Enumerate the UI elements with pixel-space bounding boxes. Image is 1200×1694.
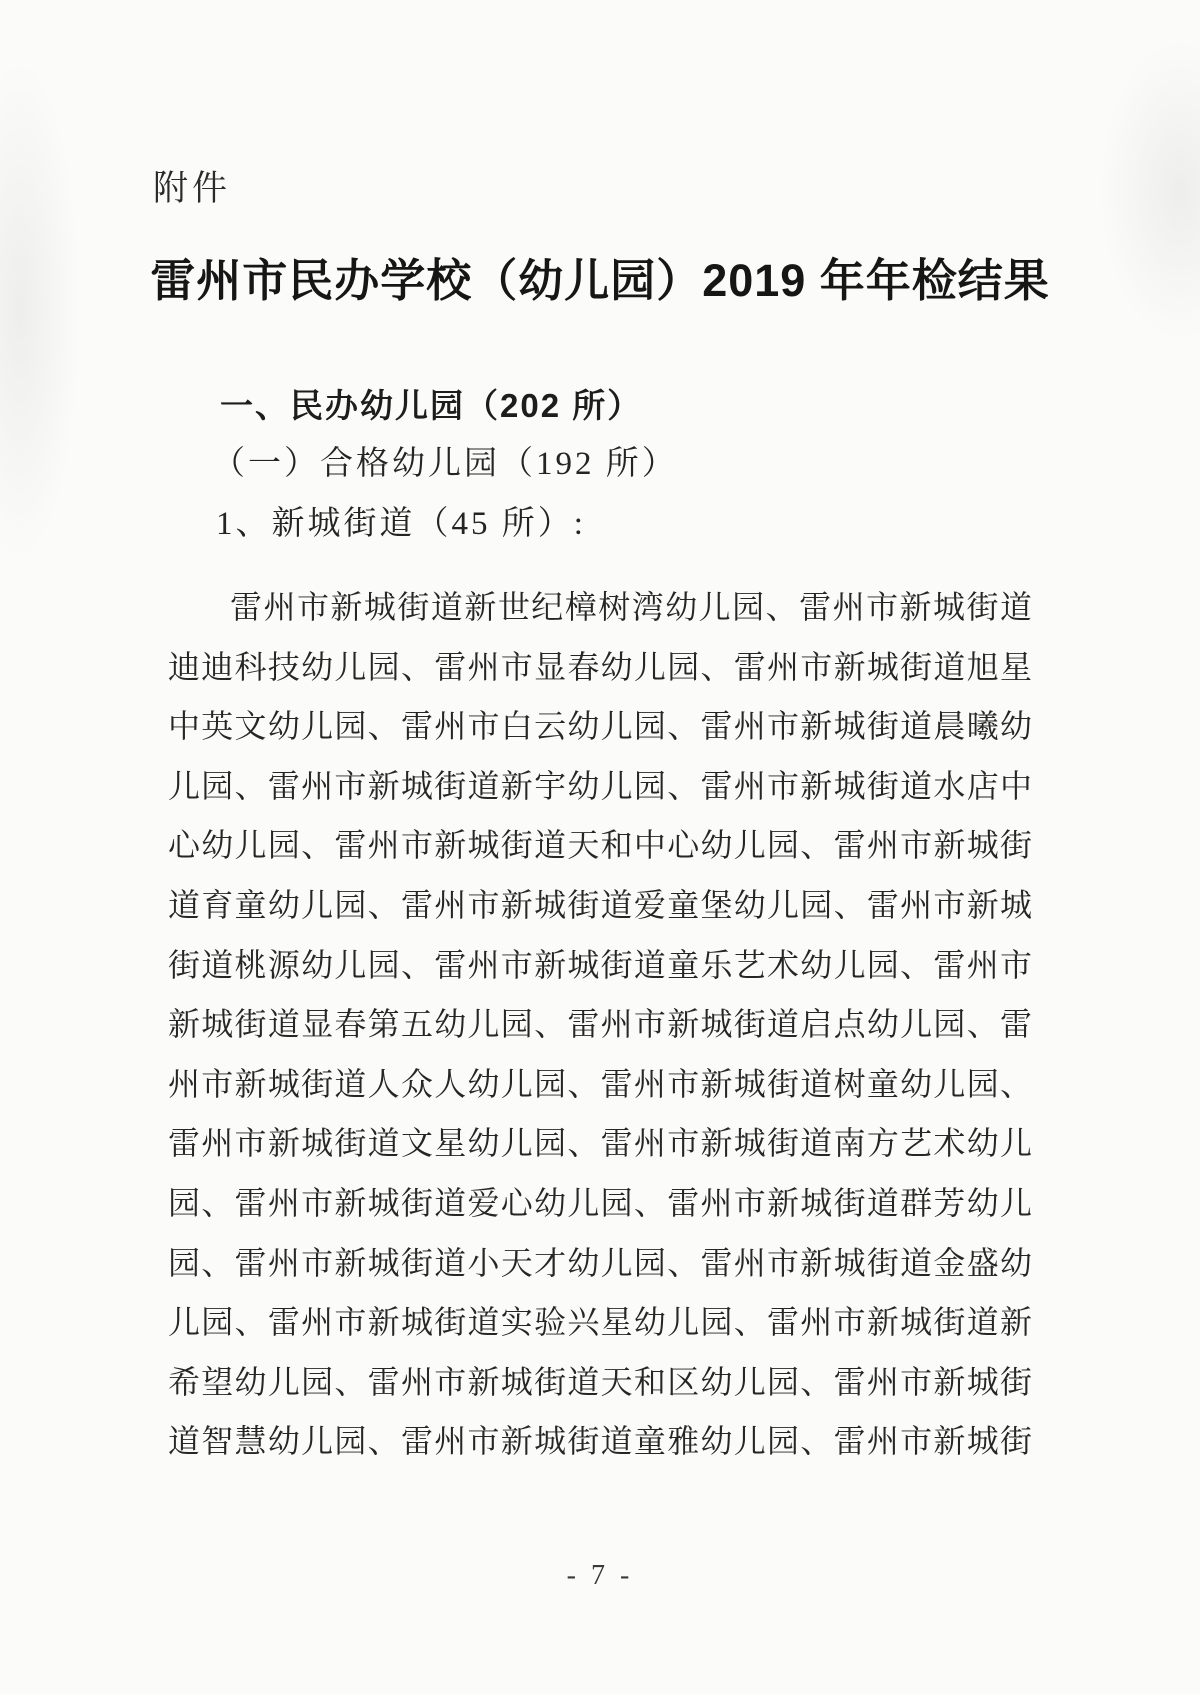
body-line: 道育童幼儿园、雷州市新城街道爱童堡幼儿园、雷州市新城	[168, 886, 1032, 923]
body-line: 雷州市新城街道文星幼儿园、雷州市新城街道南方艺术幼儿	[168, 1125, 1032, 1162]
body-line: 中英文幼儿园、雷州市白云幼儿园、雷州市新城街道晨曦幼	[168, 708, 1032, 745]
section-heading: 一、民办幼儿园（202 所）	[220, 387, 643, 424]
body-line: 新城街道显春第五幼儿园、雷州市新城街道启点幼儿园、雷	[168, 1006, 1032, 1043]
body-line: 街道桃源幼儿园、雷州市新城街道童乐艺术幼儿园、雷州市	[168, 946, 1032, 983]
body-line: 道智慧幼儿园、雷州市新城街道童雅幼儿园、雷州市新城街	[168, 1423, 1032, 1460]
body-line: 儿园、雷州市新城街道实验兴星幼儿园、雷州市新城街道新	[168, 1304, 1032, 1341]
scan-artifact	[1100, 40, 1200, 340]
body-line: 州市新城街道人众人幼儿园、雷州市新城街道树童幼儿园、	[168, 1065, 1032, 1102]
body-line: 心幼儿园、雷州市新城街道天和中心幼儿园、雷州市新城街	[168, 827, 1032, 864]
body-line: 雷州市新城街道新世纪樟树湾幼儿园、雷州市新城街道	[230, 589, 1032, 625]
page-number: - 7 -	[566, 1560, 634, 1591]
attachment-label: 附件	[153, 169, 232, 208]
body-line: 园、雷州市新城街道小天才幼儿园、雷州市新城街道金盛幼	[168, 1244, 1032, 1281]
scan-artifact	[0, 60, 80, 560]
body-line: 园、雷州市新城街道爱心幼儿园、雷州市新城街道群芳幼儿	[168, 1184, 1032, 1221]
subsection-heading: （一）合格幼儿园（192 所）	[212, 446, 678, 482]
group-heading: 1、新城街道（45 所）:	[216, 506, 586, 542]
body-paragraph	[168, 578, 1032, 1472]
body-line: 迪迪科技幼儿园、雷州市显春幼儿园、雷州市新城街道旭星	[168, 648, 1032, 685]
document-title: 雷州市民办学校（幼儿园）2019 年年检结果	[150, 255, 1050, 306]
body-line: 儿园、雷州市新城街道新宇幼儿园、雷州市新城街道水店中	[168, 767, 1032, 804]
body-line: 希望幼儿园、雷州市新城街道天和区幼儿园、雷州市新城街	[168, 1363, 1032, 1400]
